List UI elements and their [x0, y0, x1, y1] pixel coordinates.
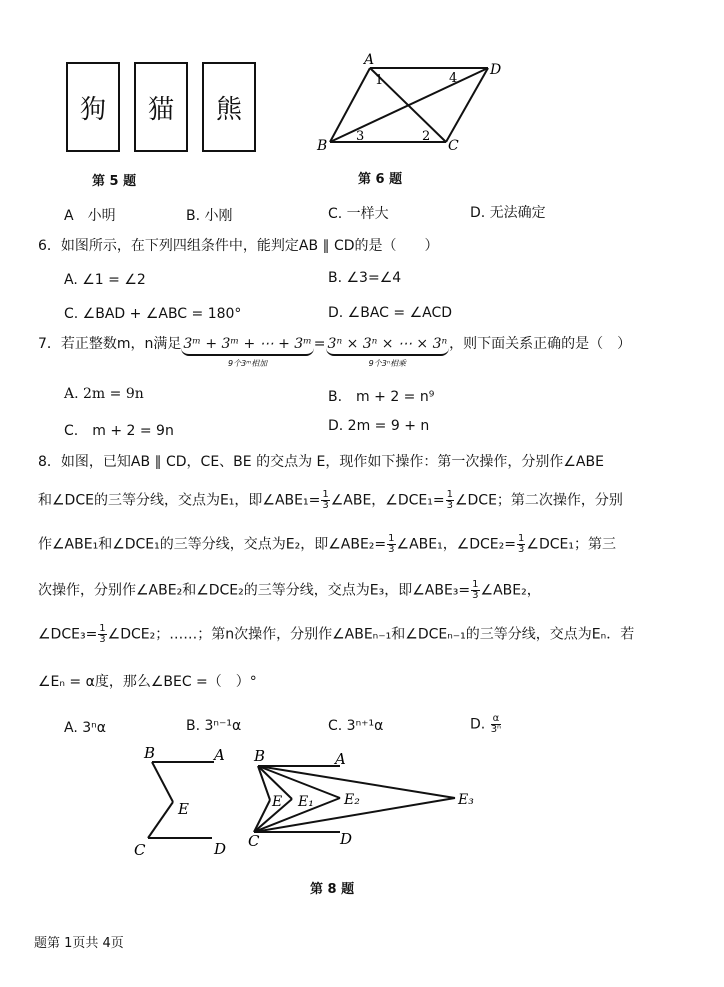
q8-line-4-b: ∠ABE₂，: [480, 582, 541, 599]
point-c-label: C: [448, 138, 459, 154]
point-e-label: E: [272, 794, 283, 810]
q8-option-c: C. 3ⁿ⁺¹α: [328, 718, 384, 734]
point-e1-label: E₁: [298, 794, 314, 810]
q7-prod-expr: 3ⁿ × 3ⁿ × ⋯ × 3ⁿ: [326, 336, 450, 356]
q8-line-2: [38, 490, 623, 511]
fraction-one-third: $\frac{1}{3}$: [99, 623, 106, 645]
point-a-label: A: [364, 52, 375, 68]
q7-sum-note: 9个3ᵐ相加: [228, 359, 268, 368]
fraction-one-third: $\frac{1}{3}$: [472, 579, 479, 601]
q6-option-c: C. ∠BAD + ∠ABC = 180°: [64, 306, 242, 322]
figure-8-diagram: [130, 740, 500, 865]
q8-option-b: B. 3ⁿ⁻¹α: [186, 718, 242, 734]
right-point-b-label: B: [254, 747, 266, 765]
q7-product: [326, 334, 450, 374]
q8-line-5-a: ∠DCE₃=: [38, 626, 98, 643]
q5-option-d: D. 无法确定: [470, 205, 546, 221]
segment-ce2: [254, 798, 340, 832]
left-point-e-label: E: [178, 800, 189, 818]
q7-option-d: D. 2m = 9 + n: [328, 418, 430, 434]
q8-option-a: A. 3ⁿα: [64, 720, 106, 736]
point-d-label: D: [490, 62, 502, 78]
q8-line-3-b: ∠ABE₁，∠DCE₂=: [396, 536, 517, 553]
figure-6-diagram: [312, 50, 512, 160]
q7-option-c: C. m + 2 = 9n: [64, 423, 174, 439]
card-cat: 猫: [134, 62, 188, 152]
left-point-c-label: C: [134, 841, 146, 859]
q5-option-a: A 小明: [64, 208, 116, 224]
q7-equals: =: [313, 336, 326, 352]
fraction-alpha-over-3n: $\frac{\alpha}{\text{3ⁿ}}$: [490, 713, 502, 735]
q7-option-a: A. 2m = 9n: [64, 386, 144, 402]
q8-line-5-b: ∠DCE₂；……；第n次操作，分别作∠ABEₙ₋₁和∠DCEₙ₋₁的三等分线，交点为Eₙ．若: [107, 626, 635, 643]
q8-line-3-a: 作∠ABE₁和∠DCE₁的三等分线，交点为E₂，即∠ABE₂=: [38, 536, 387, 553]
card-bear: 熊: [202, 62, 256, 152]
angle-3-label: 3: [356, 129, 365, 144]
q8-line-6: ∠Eₙ = α度，那么∠BEC =（ ）°: [38, 674, 257, 690]
left-point-b-label: B: [144, 744, 156, 762]
point-b-label: B: [317, 138, 328, 154]
angle-1-label: 1: [375, 73, 384, 88]
q8-line-2-b: ∠ABE，∠DCE₁=: [330, 492, 445, 509]
left-segment-ec: [148, 802, 173, 838]
point-e3-label: E₃: [458, 792, 474, 808]
q7-option-b: B. m + 2 = n⁹: [328, 389, 435, 405]
point-e2-label: E₂: [344, 792, 360, 808]
right-point-a-label: A: [335, 750, 346, 768]
q7-prefix: 7．若正整数m，n满足: [38, 336, 182, 352]
q8-line-3-c: ∠DCE₁；第三: [526, 536, 616, 553]
angle-2-label: 2: [422, 129, 431, 144]
right-point-c-label: C: [248, 832, 260, 850]
page-footer: 题第 1页共 4页: [34, 936, 124, 951]
q8-line-4: [38, 580, 541, 601]
left-point-d-label: D: [214, 840, 227, 858]
fraction-one-third: $\frac{1}{3}$: [388, 533, 395, 555]
right-point-d-label: D: [340, 830, 353, 848]
q7-stem: [38, 334, 631, 374]
figure-6-caption: 第 6 题: [358, 172, 403, 187]
fraction-one-third: $\frac{1}{3}$: [518, 533, 525, 555]
q5-option-c: C. 一样大: [328, 206, 389, 222]
q7-prod-note: 9个3ⁿ相乘: [368, 359, 407, 368]
q8-line-3: [38, 534, 616, 555]
figure-5-caption: 第 5 题: [92, 174, 137, 189]
q7-sum: [181, 334, 313, 374]
q8-line-5: [38, 624, 634, 645]
q6-option-d: D. ∠BAC = ∠ACD: [328, 305, 453, 321]
card-dog: 狗: [66, 62, 120, 152]
q6-stem: 6．如图所示，在下列四组条件中，能判定AB ∥ CD的是（ ）: [38, 238, 439, 254]
left-point-a-label: A: [214, 746, 225, 764]
diagonal-bd: [330, 68, 488, 142]
q6-option-a: A. ∠1 = ∠2: [64, 272, 146, 288]
q7-suffix: ，则下面关系正确的是（ ）: [449, 336, 632, 352]
fraction-one-third: $\frac{1}{3}$: [322, 489, 329, 511]
q8-line-1: 8．如图，已知AB ∥ CD，CE、BE 的交点为 E，现作如下操作：第一次操作，分别作∠ABE: [38, 454, 604, 470]
q6-option-b: B. ∠3=∠4: [328, 270, 402, 286]
left-segment-be: [152, 762, 173, 802]
angle-4-label: 4: [449, 71, 458, 86]
q7-sum-expr: 3ᵐ + 3ᵐ + ⋯ + 3ᵐ: [181, 336, 313, 356]
q8-option-d-prefix: D.: [470, 716, 486, 733]
figure-5-cards: [66, 62, 256, 162]
q5-option-b: B. 小刚: [186, 208, 233, 224]
q8-option-d: [470, 714, 502, 735]
fraction-one-third: $\frac{1}{3}$: [446, 489, 453, 511]
q8-line-4-a: 次操作，分别作∠ABE₂和∠DCE₂的三等分线，交点为E₃，即∠ABE₃=: [38, 582, 471, 599]
figure-8-caption: 第 8 题: [310, 882, 355, 897]
q8-line-2-c: ∠DCE；第二次操作，分别: [454, 492, 623, 509]
q8-line-2-a: 和∠DCE的三等分线，交点为E₁，即∠ABE₁=: [38, 492, 321, 509]
